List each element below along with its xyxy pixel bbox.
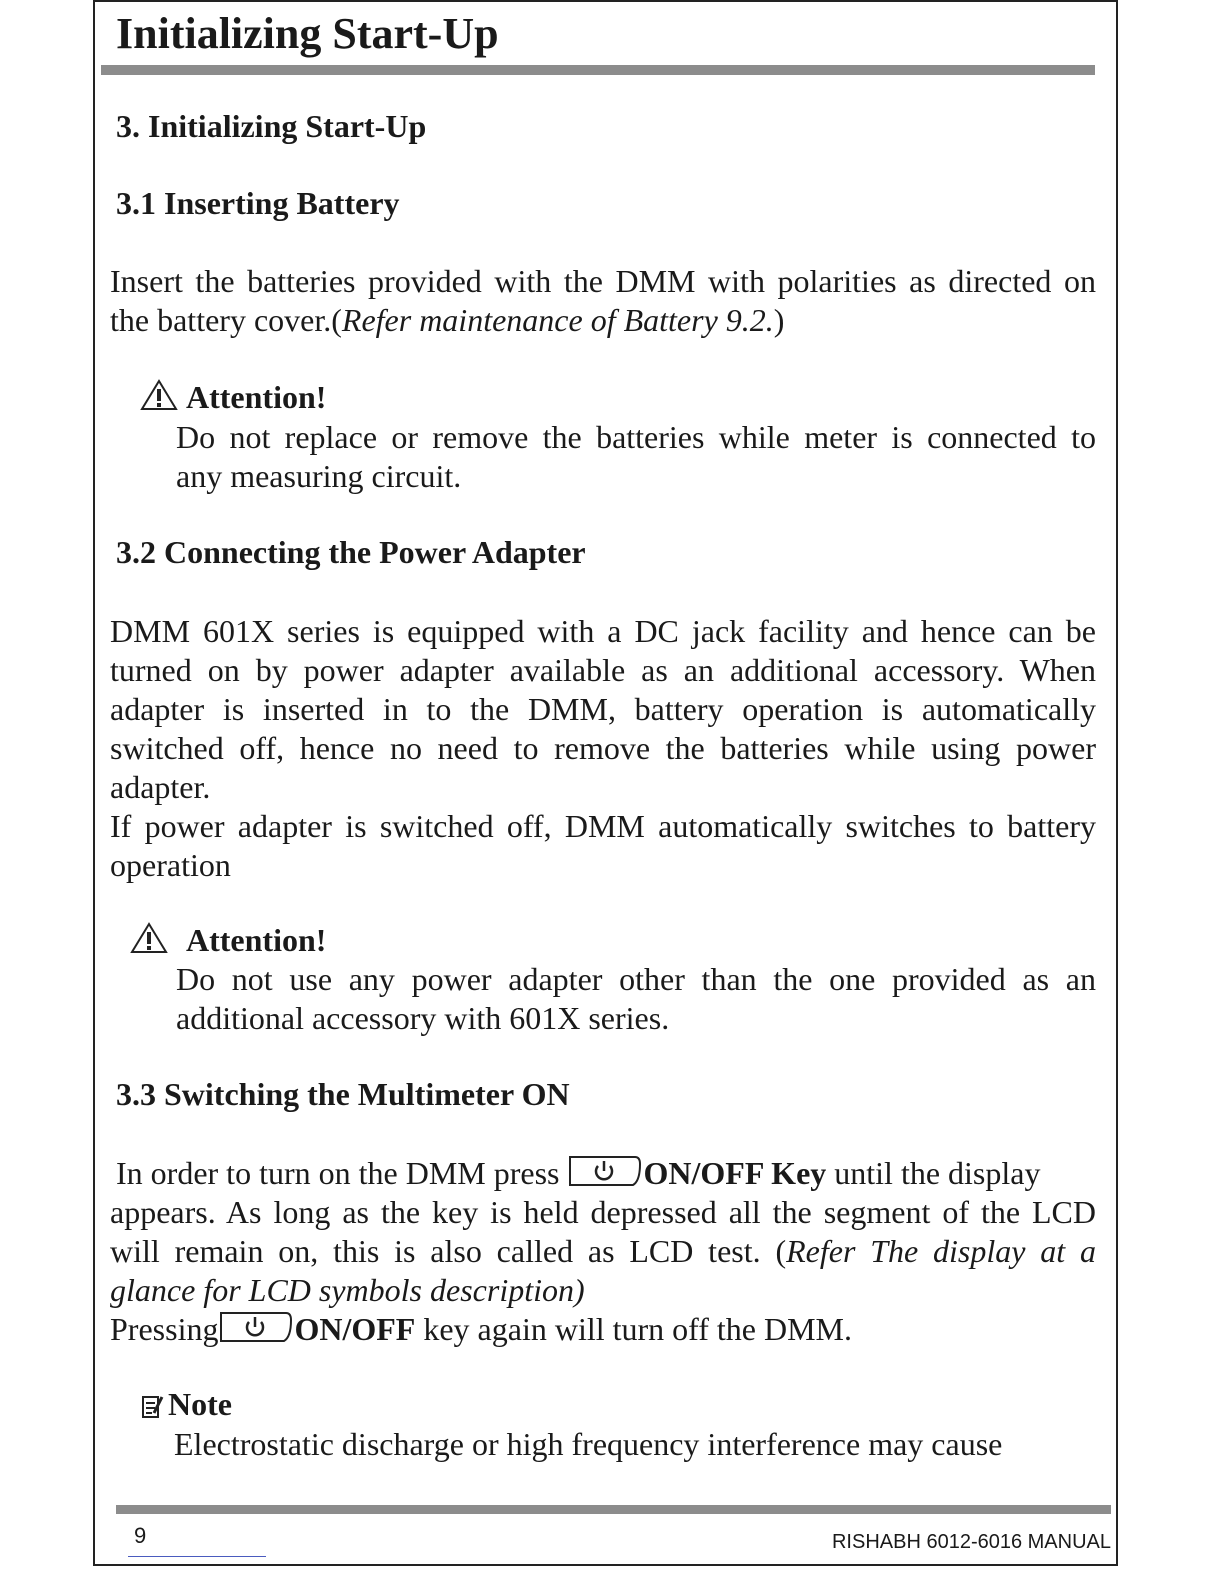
attention-battery-line-1: Do not replace or remove the batteries while meter is connected to: [176, 419, 1096, 455]
adapter-line: If power adapter is switched off, DMM automatically switches to battery: [110, 808, 1096, 844]
note-title: Note: [168, 1386, 232, 1422]
attention-adapter-text: [176, 960, 1096, 1038]
adapter-line: operation: [110, 847, 231, 883]
attention-title: Attention!: [186, 379, 327, 415]
battery-line-1: Insert the batteries provided with the DMM with polarities as directed on: [110, 263, 1096, 299]
adapter-line: DMM 601X series is equipped with a DC jack facility and hence can be: [110, 613, 1096, 649]
attention-adapter-line-1: Do not use any power adapter other than the one provided as an: [176, 961, 1096, 997]
subsection-heading-3-1: 3.1 Inserting Battery: [116, 185, 400, 221]
attention-adapter-line-2: additional accessory with 601X series.: [176, 1000, 670, 1036]
footer-rule: [116, 1505, 1111, 1514]
note-text: [174, 1425, 1094, 1464]
attention-battery-line-2: any measuring circuit.: [176, 458, 462, 494]
battery-reference: Refer maintenance of Battery 9.2.: [341, 302, 774, 338]
switching-line-2: appears. As long as the key is held depressed all the segment of the LCD: [110, 1194, 1096, 1230]
manual-title: RISHABH 6012-6016 MANUAL: [831, 1531, 1111, 1553]
adapter-line: adapter is inserted in to the DMM, battery operation is automatically: [110, 691, 1096, 727]
note-pencil-icon: [141, 1393, 165, 1421]
on-off-key-label: ON/OFF Key: [643, 1155, 827, 1191]
note-line-1: Electrostatic discharge or high frequency interference may cause: [174, 1426, 1003, 1462]
warning-triangle-icon: [140, 379, 178, 411]
power-key-icon: [567, 1154, 643, 1188]
warning-triangle-icon: [130, 922, 168, 954]
page-number: 9: [134, 1523, 147, 1548]
adapter-line: turned on by power adapter available as an additional accessory. When: [110, 652, 1096, 688]
on-off-label: ON/OFF: [294, 1311, 416, 1347]
subsection-heading-3-3: 3.3 Switching the Multimeter ON: [116, 1076, 570, 1112]
battery-paragraph: [110, 262, 1096, 340]
subsection-heading-3-2: 3.2 Connecting the Power Adapter: [116, 534, 586, 570]
power-key-icon: [218, 1310, 294, 1344]
switching-line-3: will remain on, this is also called as LCD test. (Refer The display at a: [110, 1233, 1096, 1269]
switching-line-5: Pressing ON/OFF key again will turn off the DMM.: [110, 1311, 852, 1347]
switching-line-1: In order to turn on the DMM press ON/OFF Key until the display: [116, 1155, 1041, 1191]
adapter-line: adapter.: [110, 769, 211, 805]
page-title: Initializing Start-Up: [116, 9, 499, 58]
adapter-line: switched off, hence no need to remove the batteries while using power: [110, 730, 1096, 766]
title-rule: [101, 65, 1095, 75]
attention-title: Attention!: [186, 922, 327, 958]
section-heading: 3. Initializing Start-Up: [116, 108, 427, 144]
attention-battery-text: [176, 418, 1096, 496]
adapter-paragraph: [110, 612, 1096, 885]
battery-line-2: the battery cover.(Refer maintenance of Battery 9.2.): [110, 302, 785, 338]
page-number-underline: [128, 1556, 266, 1557]
switching-paragraph: [110, 1154, 1096, 1349]
switching-line-4: glance for LCD symbols description): [110, 1272, 585, 1308]
